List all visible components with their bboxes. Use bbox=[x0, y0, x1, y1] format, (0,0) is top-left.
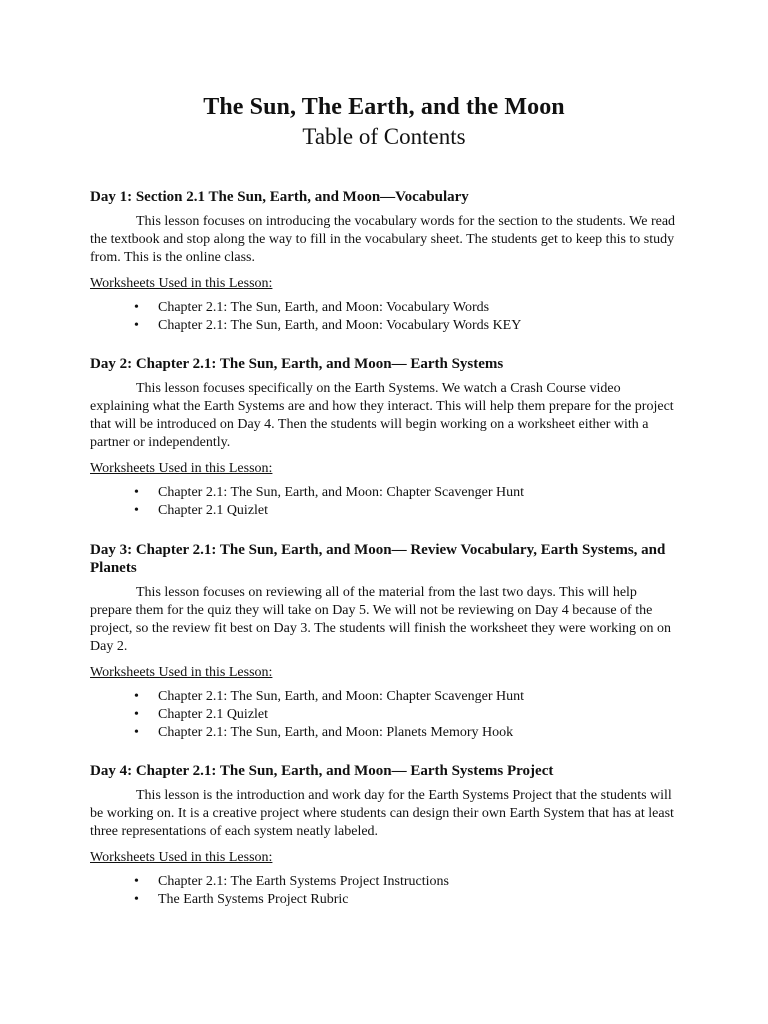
day-1-heading: Day 1: Section 2.1 The Sun, Earth, and Moon—Vocabulary bbox=[90, 189, 469, 205]
day-1-worksheet-list bbox=[90, 299, 680, 335]
bullet-icon: • bbox=[134, 689, 139, 704]
day-3-description: This lesson focuses on reviewing all of the material from the last two days. This will help prepare them for the quiz they will take on Day 5. We will not be reviewing on Day 4 because of the project, so the review fit best on Day 3. The students will finish the worksheet they were working on on Day 2. bbox=[90, 585, 672, 654]
worksheet-title: Chapter 2.1: The Sun, Earth, and Moon: Vocabulary Words bbox=[158, 300, 490, 315]
day-3-worksheets-label: Worksheets Used in this Lesson: bbox=[90, 665, 273, 680]
worksheet-title: Chapter 2.1: The Sun, Earth, and Moon: Chapter Scavenger Hunt bbox=[158, 485, 524, 500]
worksheet-title: Chapter 2.1: The Sun, Earth, and Moon: Planets Memory Hook bbox=[158, 725, 514, 740]
list-item bbox=[90, 891, 680, 909]
day-4-description: This lesson is the introduction and work day for the Earth Systems Project that the students will be working on. It is a creative project where students can design their own Earth System that has at least three representations of each system neatly labeled. bbox=[90, 788, 674, 839]
worksheet-title: Chapter 2.1: The Sun, Earth, and Moon: Vocabulary Words KEY bbox=[158, 318, 522, 333]
bullet-icon: • bbox=[134, 503, 139, 518]
day-4-section bbox=[90, 762, 680, 909]
worksheet-title: Chapter 2.1: The Sun, Earth, and Moon: Chapter Scavenger Hunt bbox=[158, 689, 524, 704]
day-2-heading: Day 2: Chapter 2.1: The Sun, Earth, and Moon— Earth Systems bbox=[90, 356, 504, 372]
list-item bbox=[90, 873, 680, 891]
document-title: The Sun, The Earth, and the Moon bbox=[203, 94, 565, 120]
worksheet-title: Chapter 2.1 Quizlet bbox=[158, 707, 269, 722]
bullet-icon: • bbox=[134, 892, 139, 907]
bullet-icon: • bbox=[134, 318, 139, 333]
bullet-icon: • bbox=[134, 874, 139, 889]
day-4-worksheets-label: Worksheets Used in this Lesson: bbox=[90, 850, 273, 865]
day-2-section bbox=[90, 355, 680, 520]
worksheet-title: Chapter 2.1: The Earth Systems Project Instructions bbox=[158, 874, 449, 889]
list-item bbox=[90, 484, 680, 502]
bullet-icon: • bbox=[134, 725, 139, 740]
day-1-description: This lesson focuses on introducing the vocabulary words for the section to the students. We read the textbook and stop along the way to fill in the vocabulary sheet. The students get to keep this to study from. This is the online class. bbox=[90, 214, 676, 265]
list-item bbox=[90, 502, 680, 520]
day-4-heading: Day 4: Chapter 2.1: The Sun, Earth, and Moon— Earth Systems Project bbox=[90, 763, 554, 779]
list-item bbox=[90, 688, 680, 706]
list-item bbox=[90, 317, 680, 335]
bullet-icon: • bbox=[134, 707, 139, 722]
worksheet-title: Chapter 2.1 Quizlet bbox=[158, 503, 269, 518]
day-4-worksheet-list bbox=[90, 873, 680, 909]
bullet-icon: • bbox=[134, 485, 139, 500]
day-2-worksheet-list bbox=[90, 484, 680, 520]
day-1-section bbox=[90, 188, 680, 335]
worksheet-title: The Earth Systems Project Rubric bbox=[158, 892, 349, 907]
day-2-description: This lesson focuses specifically on the Earth Systems. We watch a Crash Course video explaining what the Earth Systems are and how they interact. This will help them prepare for the project that will be introduced on Day 4. Then the students will begin working on a worksheet either with a partner or independently. bbox=[90, 381, 674, 450]
document-subtitle: Table of Contents bbox=[302, 124, 466, 149]
day-2-worksheets-label: Worksheets Used in this Lesson: bbox=[90, 461, 273, 476]
day-1-worksheets-label: Worksheets Used in this Lesson: bbox=[90, 276, 273, 291]
day-3-heading: Day 3: Chapter 2.1: The Sun, Earth, and Moon— Review Vocabulary, Earth Systems, and Planets bbox=[90, 542, 666, 576]
list-item bbox=[90, 299, 680, 317]
list-item bbox=[90, 724, 680, 742]
day-3-section bbox=[90, 541, 680, 742]
day-3-worksheet-list bbox=[90, 688, 680, 742]
list-item bbox=[90, 706, 680, 724]
bullet-icon: • bbox=[134, 300, 139, 315]
